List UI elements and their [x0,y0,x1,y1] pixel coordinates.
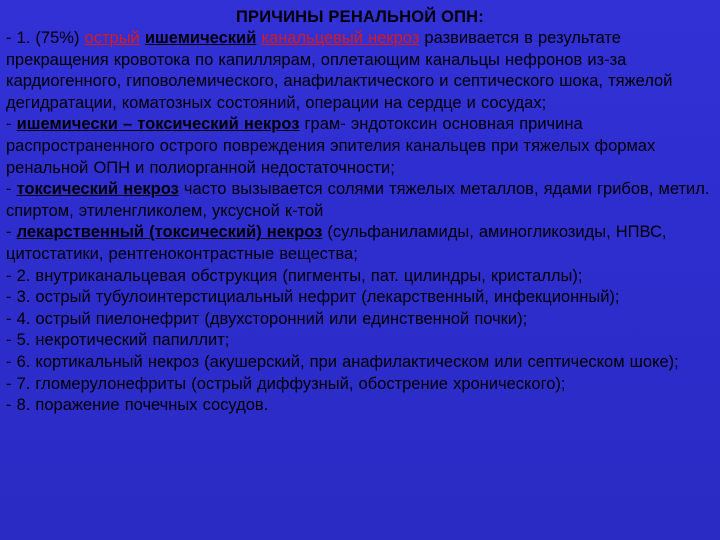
item-text: (сульфаниламиды, аминогликозиды, НПВС, цитостатики, рентгеноконтрастные вещества; [6,223,667,263]
cause-item-2: - 2. внутриканальцевая обструкция (пигменты, пат. цилиндры, кристаллы); [6,266,583,285]
cause-subitem-ischemic-toxic [6,114,714,179]
cause-subitem-toxic [6,179,714,222]
emphasis-drug: лекарственный (токсический) некроз [16,223,323,242]
item-text: развивается в результате прекращения кровотока по капиллярам, оплетающим канальцы нефронов из-за кардиогенного, гиповолемического, анафилактического и септического шока, тяжелой дегидратации, коматозных состояний, операции на сердце и сосудах; [6,29,673,112]
emphasis-tubular-necrosis: канальцевый некроз [261,29,420,47]
emphasis-toxic: токсический некроз [16,180,179,199]
cause-item-4: - 4. острый пиелонефрит (двухсторонний или единственной почки); [6,309,528,328]
cause-subitem-drug [6,222,714,265]
item-text: грам- эндотоксин основная причина распространенного острого повреждения эпителия канальцев при тяжелых формах ренальной ОПН и полиорганной недостаточности; [6,115,656,177]
item-prefix: - [6,180,17,199]
slide-title: ПРИЧИНЫ РЕНАЛЬНОЙ ОПН: [235,8,484,26]
cause-item-5: - 5. некротический папиллит; [6,331,230,350]
cause-item-7: - 7. гломерулонефриты (острый диффузный, обострение хронического); [6,374,566,393]
item-prefix: - [6,115,17,134]
cause-item-3: - 3. острый тубулоинтерстициальный нефрит (лекарственный, инфекционный); [6,288,620,307]
item-prefix: - [6,223,17,242]
cause-item-6: - 6. кортикальный некроз (акушерский, при анафилактическом или септическом шоке); [6,352,679,371]
cause-item-8: - 8. поражение почечных сосудов. [6,396,269,415]
emphasis-ischemic: ишемический [144,29,257,47]
slide-body [6,28,714,417]
emphasis-ischemic-toxic: ишемически – токсический некроз [16,115,300,134]
emphasis-acute: острый [84,29,140,47]
cause-item-1 [6,28,714,114]
item-text: часто вызывается солями тяжелых металлов, ядами грибов, метил. спиртом, этиленгликолем, уксусной к-той [6,180,710,220]
item-prefix: - 1. (75%) [6,29,85,47]
